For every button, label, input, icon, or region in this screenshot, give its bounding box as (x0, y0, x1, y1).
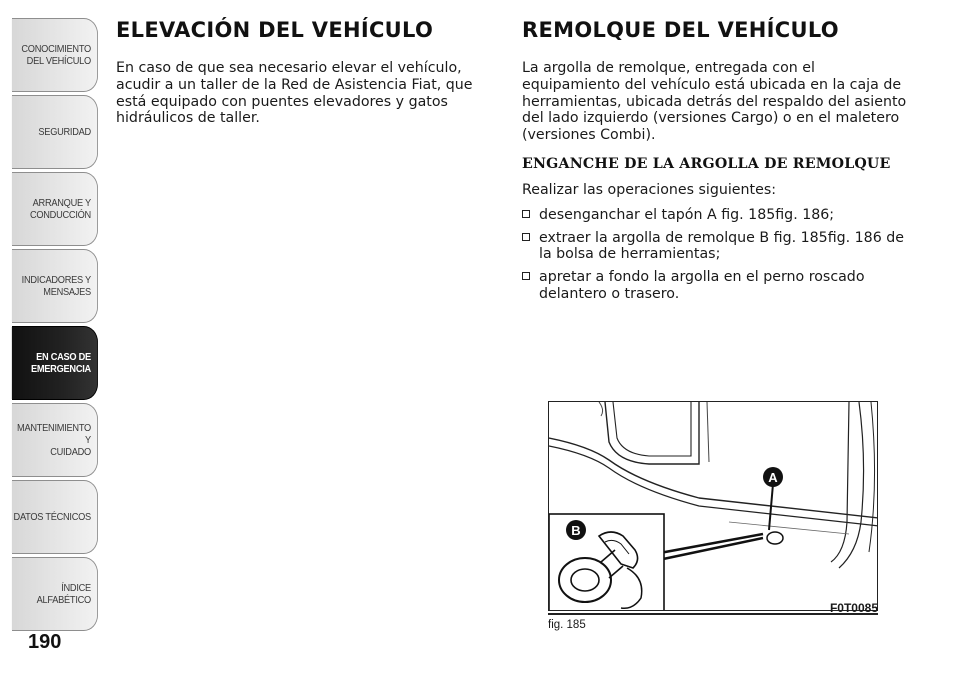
page-number: 190 (28, 631, 62, 653)
section-title: REMOLQUE DEL VEHÍCULO (522, 18, 839, 42)
tab-label: EN CASO DE EMERGENCIA (30, 351, 91, 375)
tab-label: SEGURIDAD (38, 126, 91, 138)
tab-emergencia[interactable] (12, 326, 98, 400)
list-item (522, 207, 914, 224)
tab-label: INDICADORES Y MENSAJES (21, 274, 91, 298)
callout-b-label: B (571, 523, 581, 538)
tab-label: CONOCIMIENTO DEL VEHÍCULO (21, 43, 91, 67)
tab-label: MANTENIMIENTO Y CUIDADO (17, 422, 91, 458)
section-remolque (522, 18, 914, 309)
tow-cap (767, 532, 783, 544)
tab-indice[interactable] (12, 557, 98, 631)
figure-number: fig. 185 (548, 619, 586, 631)
section-intro: La argolla de remolque, entregada con el equipamiento del vehículo está ubicada en la caja de herramientas, ubicada detrás del respaldo del asiento del lado izquierdo (versiones Cargo) o en el maletero (versiones Combi). (522, 60, 907, 144)
tab-datos-tecnicos[interactable] (12, 480, 98, 554)
steps-list (522, 207, 914, 303)
figure-caption (548, 601, 878, 633)
figure-code: F0T0085 (829, 601, 878, 615)
list-item (522, 269, 914, 303)
step-text: desenganchar el tapón A fig. 185fig. 186; (539, 206, 835, 223)
step-text: apretar a fondo la argolla en el perno roscado delantero o trasero. (539, 269, 865, 302)
figure-185 (548, 401, 878, 611)
section-body: En caso de que sea necesario elevar el vehículo, acudir a un taller de la Red de Asistencia Fiat, que está equipado con puentes elevadores y gatos hidráulicos de taller. (116, 60, 473, 127)
section-elevacion (116, 18, 498, 127)
tab-label: ÍNDICE ALFABÉTICO (36, 582, 91, 606)
tab-arranque[interactable] (12, 172, 98, 246)
steps-lead: Realizar las operaciones siguientes: (522, 181, 776, 198)
checkbox-bullet-icon (522, 210, 530, 218)
subsection-title: ENGANCHE DE LA ARGOLLA DE REMOLQUE (522, 155, 891, 172)
tab-indicadores[interactable] (12, 249, 98, 323)
tab-mantenimiento[interactable] (12, 403, 98, 477)
tab-label: ARRANQUE Y CONDUCCIÓN (29, 197, 91, 221)
tab-conocimiento[interactable] (12, 18, 98, 92)
bumper-tow-hook-illustration (549, 402, 878, 611)
checkbox-bullet-icon (522, 233, 530, 241)
step-text: extraer la argolla de remolque B fig. 185fig. 186 de la bolsa de herramientas; (539, 229, 904, 263)
list-item (522, 230, 914, 264)
callout-a-label: A (768, 470, 778, 485)
section-title: ELEVACIÓN DEL VEHÍCULO (116, 18, 434, 42)
tab-label: DATOS TÉCNICOS (13, 511, 91, 523)
checkbox-bullet-icon (522, 272, 530, 280)
tab-seguridad[interactable] (12, 95, 98, 169)
